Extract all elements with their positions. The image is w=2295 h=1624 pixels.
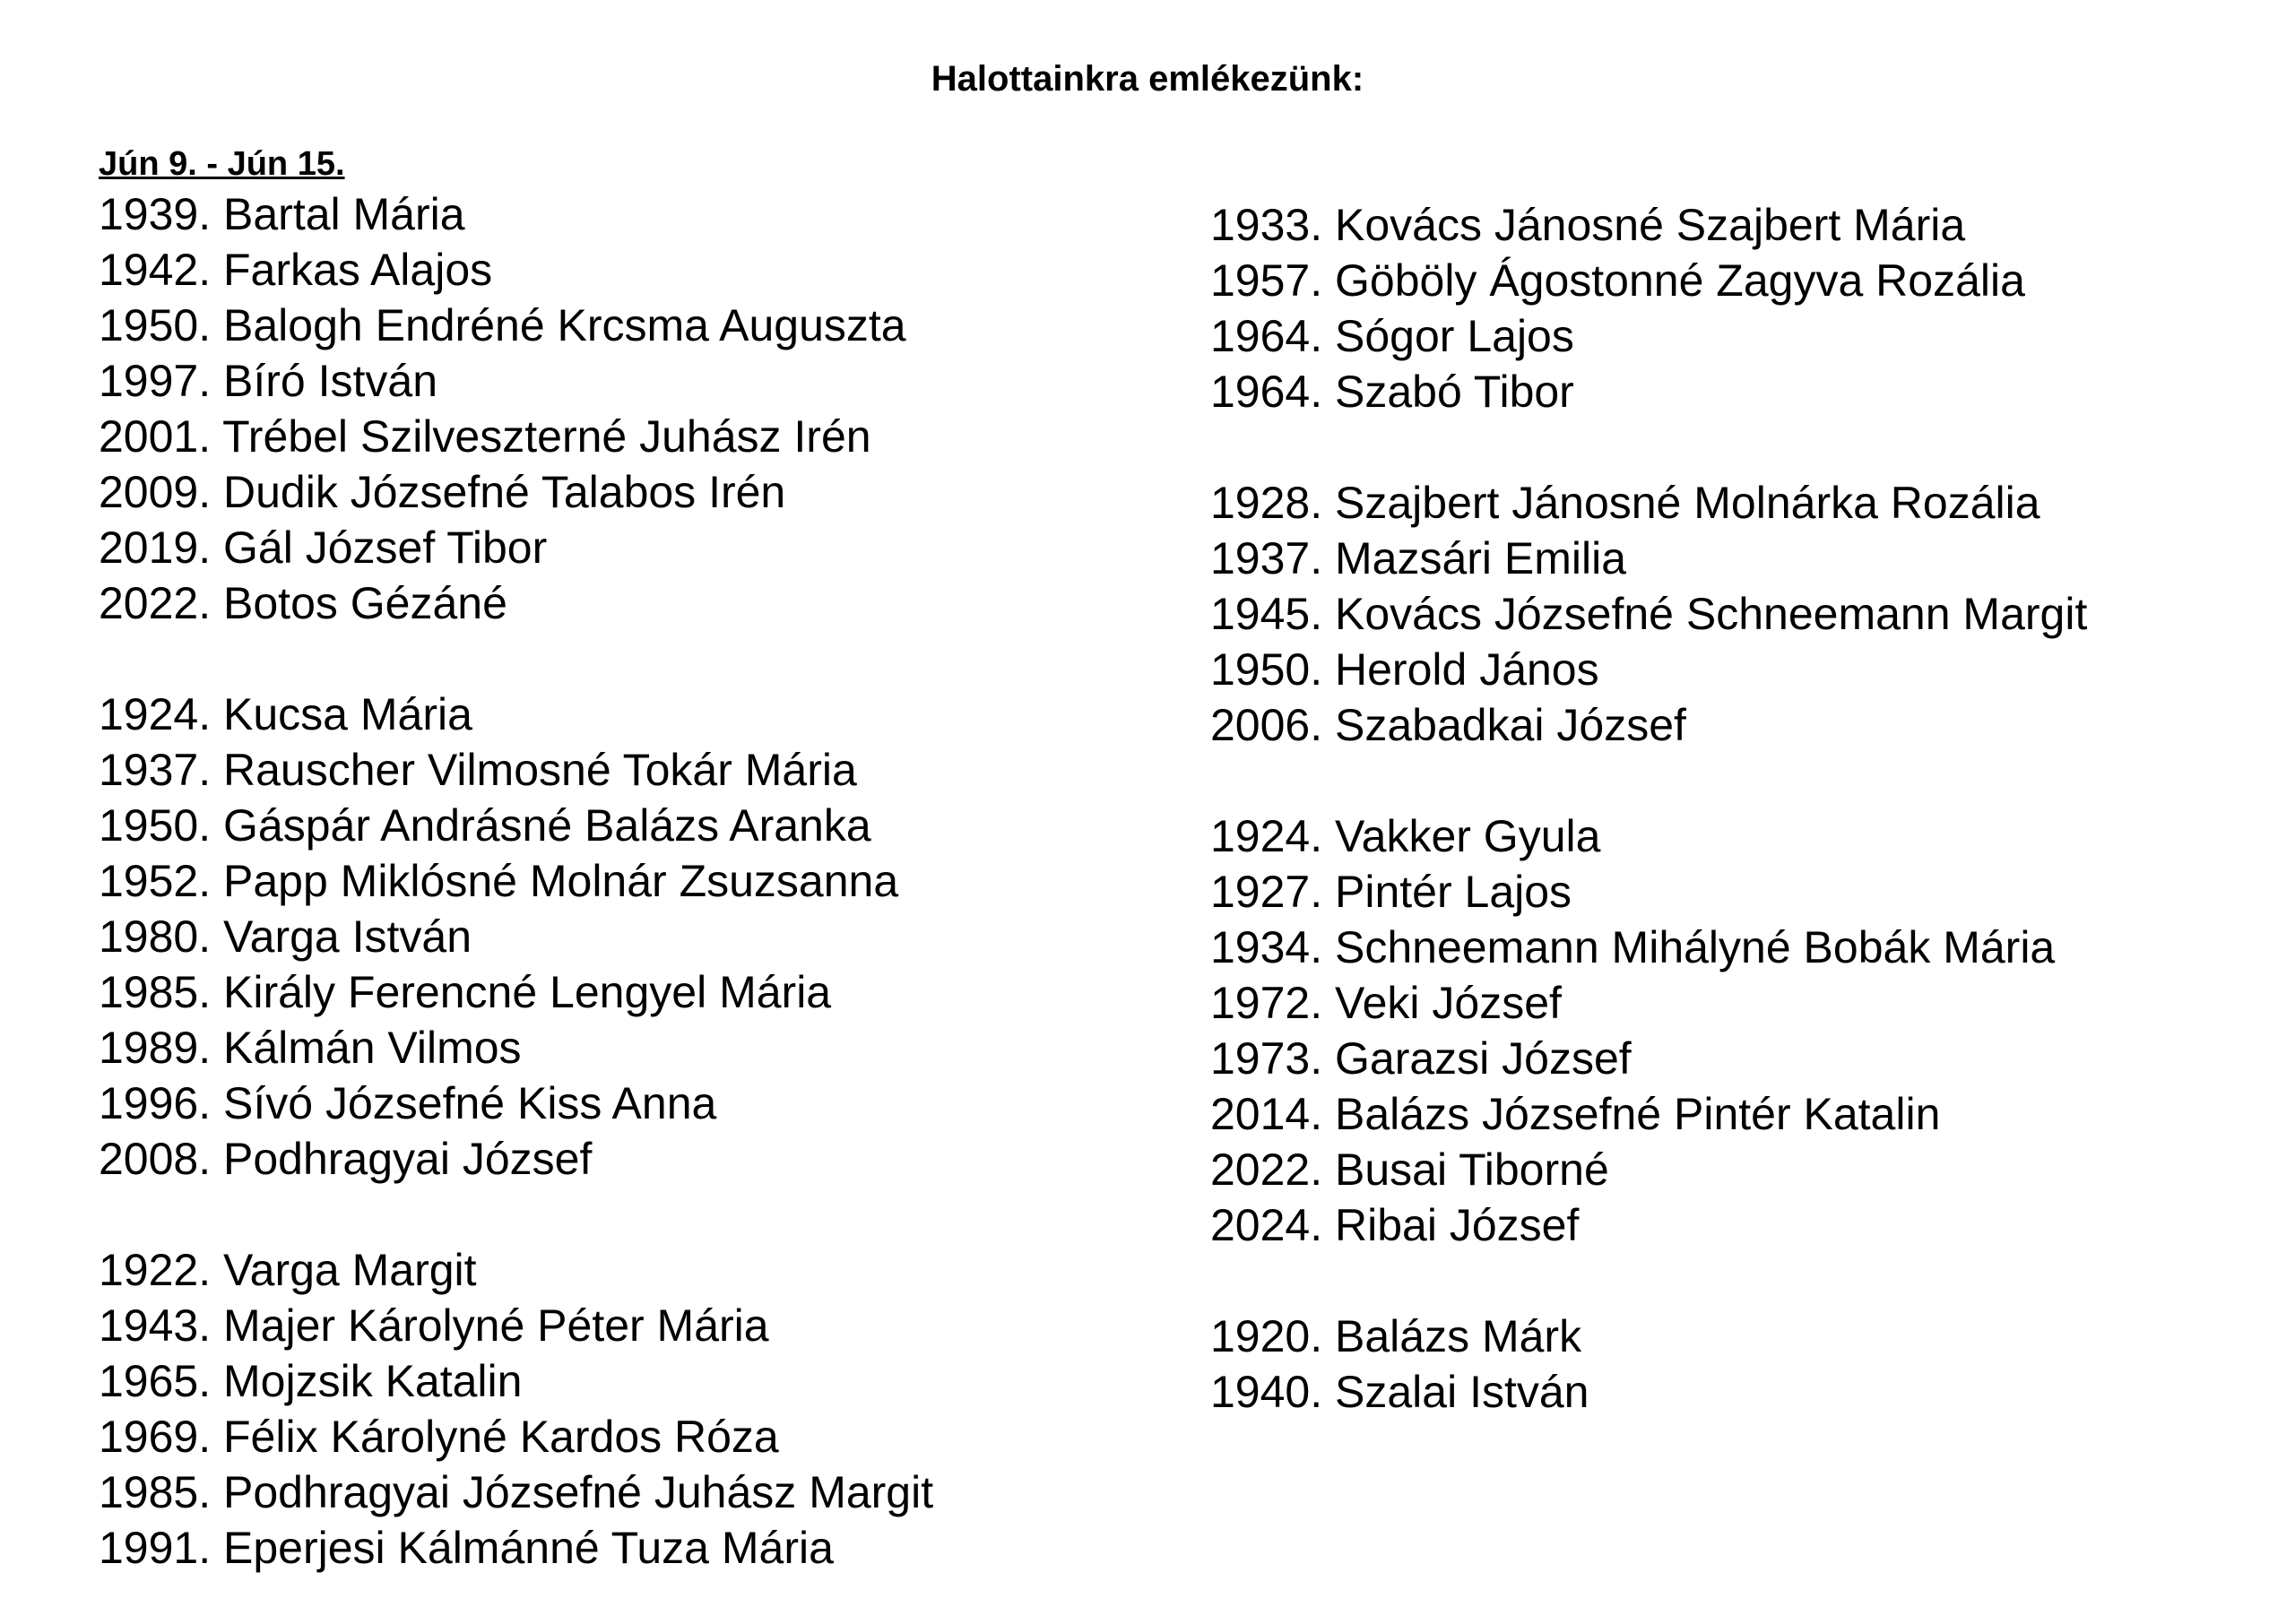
memorial-entry: 1940. Szalai István	[1210, 1367, 1589, 1417]
memorial-entry: 1937. Mazsári Emilia	[1210, 533, 1627, 583]
memorial-group	[1210, 475, 2087, 753]
memorial-entry: 1950. Gáspár Andrásné Balázs Aranka	[99, 800, 871, 851]
memorial-entry: 2024. Ribai József	[1210, 1200, 1580, 1250]
memorial-entry: 2022. Busai Tiborné	[1210, 1145, 1609, 1195]
memorial-group	[99, 1242, 933, 1576]
memorial-entry: 1943. Majer Károlyné Péter Mária	[99, 1300, 769, 1351]
memorial-entry: 2001. Trébel Szilveszterné Juhász Irén	[99, 411, 871, 462]
memorial-entry: 1969. Félix Károlyné Kardos Róza	[99, 1412, 779, 1462]
page-title: Halottainkra emlékezünk:	[931, 59, 1364, 99]
memorial-entry: 2009. Dudik Józsefné Talabos Irén	[99, 467, 786, 517]
memorial-entry: 1939. Bartal Mária	[99, 189, 465, 239]
memorial-entry: 2008. Podhragyai József	[99, 1134, 593, 1184]
memorial-entry: 1985. Király Ferencné Lengyel Mária	[99, 967, 832, 1017]
memorial-entry: 1924. Kucsa Mária	[99, 689, 472, 739]
memorial-group	[1210, 808, 2087, 1253]
date-range-heading: Jún 9. - Jún 15.	[99, 145, 345, 183]
memorial-entry: 1920. Balázs Márk	[1210, 1311, 1582, 1361]
memorial-entry: 2014. Balázs Józsefné Pintér Katalin	[1210, 1089, 1941, 1139]
memorial-group	[1210, 1309, 2087, 1420]
memorial-group	[99, 186, 933, 631]
memorial-entry: 1952. Papp Miklósné Molnár Zsuzsanna	[99, 856, 899, 906]
memorial-entry: 1996. Sívó Józsefné Kiss Anna	[99, 1078, 717, 1128]
left-column	[99, 186, 933, 1576]
memorial-entry: 1927. Pintér Lajos	[1210, 867, 1572, 917]
memorial-entry: 1957. Göböly Ágostonné Zagyva Rozália	[1210, 255, 2025, 306]
memorial-entry: 1950. Herold János	[1210, 644, 1599, 695]
memorial-entry: 1964. Szabó Tibor	[1210, 367, 1574, 417]
memorial-entry: 1937. Rauscher Vilmosné Tokár Mária	[99, 745, 857, 795]
memorial-entry: 1964. Sógor Lajos	[1210, 311, 1574, 361]
memorial-entry: 2019. Gál József Tibor	[99, 523, 548, 573]
right-column	[1210, 197, 2087, 1420]
memorial-entry: 1945. Kovács Józsefné Schneemann Margit	[1210, 589, 2088, 639]
memorial-entry: 1922. Varga Margit	[99, 1245, 477, 1295]
memorial-entry: 1991. Eperjesi Kálmánné Tuza Mária	[99, 1523, 834, 1573]
memorial-entry: 1933. Kovács Jánosné Szajbert Mária	[1210, 200, 1966, 250]
memorial-entry: 1928. Szajbert Jánosné Molnárka Rozália	[1210, 478, 2040, 528]
memorial-entry: 1973. Garazsi József	[1210, 1033, 1632, 1084]
memorial-entry: 1980. Varga István	[99, 911, 472, 962]
memorial-group	[1210, 197, 2087, 419]
memorial-entry: 1997. Bíró István	[99, 356, 438, 406]
memorial-entry: 2006. Szabadkai József	[1210, 700, 1686, 750]
memorial-entry: 1985. Podhragyai Józsefné Juhász Margit	[99, 1467, 934, 1517]
memorial-entry: 1989. Kálmán Vilmos	[99, 1023, 522, 1073]
memorial-entry: 2022. Botos Gézáné	[99, 578, 507, 628]
memorial-entry: 1934. Schneemann Mihályné Bobák Mária	[1210, 922, 2056, 972]
memorial-entry: 1972. Veki József	[1210, 978, 1562, 1028]
memorial-group	[99, 687, 933, 1187]
memorial-entry: 1950. Balogh Endréné Krcsma Auguszta	[99, 300, 906, 350]
memorial-entry: 1942. Farkas Alajos	[99, 245, 493, 295]
memorial-entry: 1965. Mojzsik Katalin	[99, 1356, 523, 1406]
memorial-entry: 1924. Vakker Gyula	[1210, 811, 1601, 861]
